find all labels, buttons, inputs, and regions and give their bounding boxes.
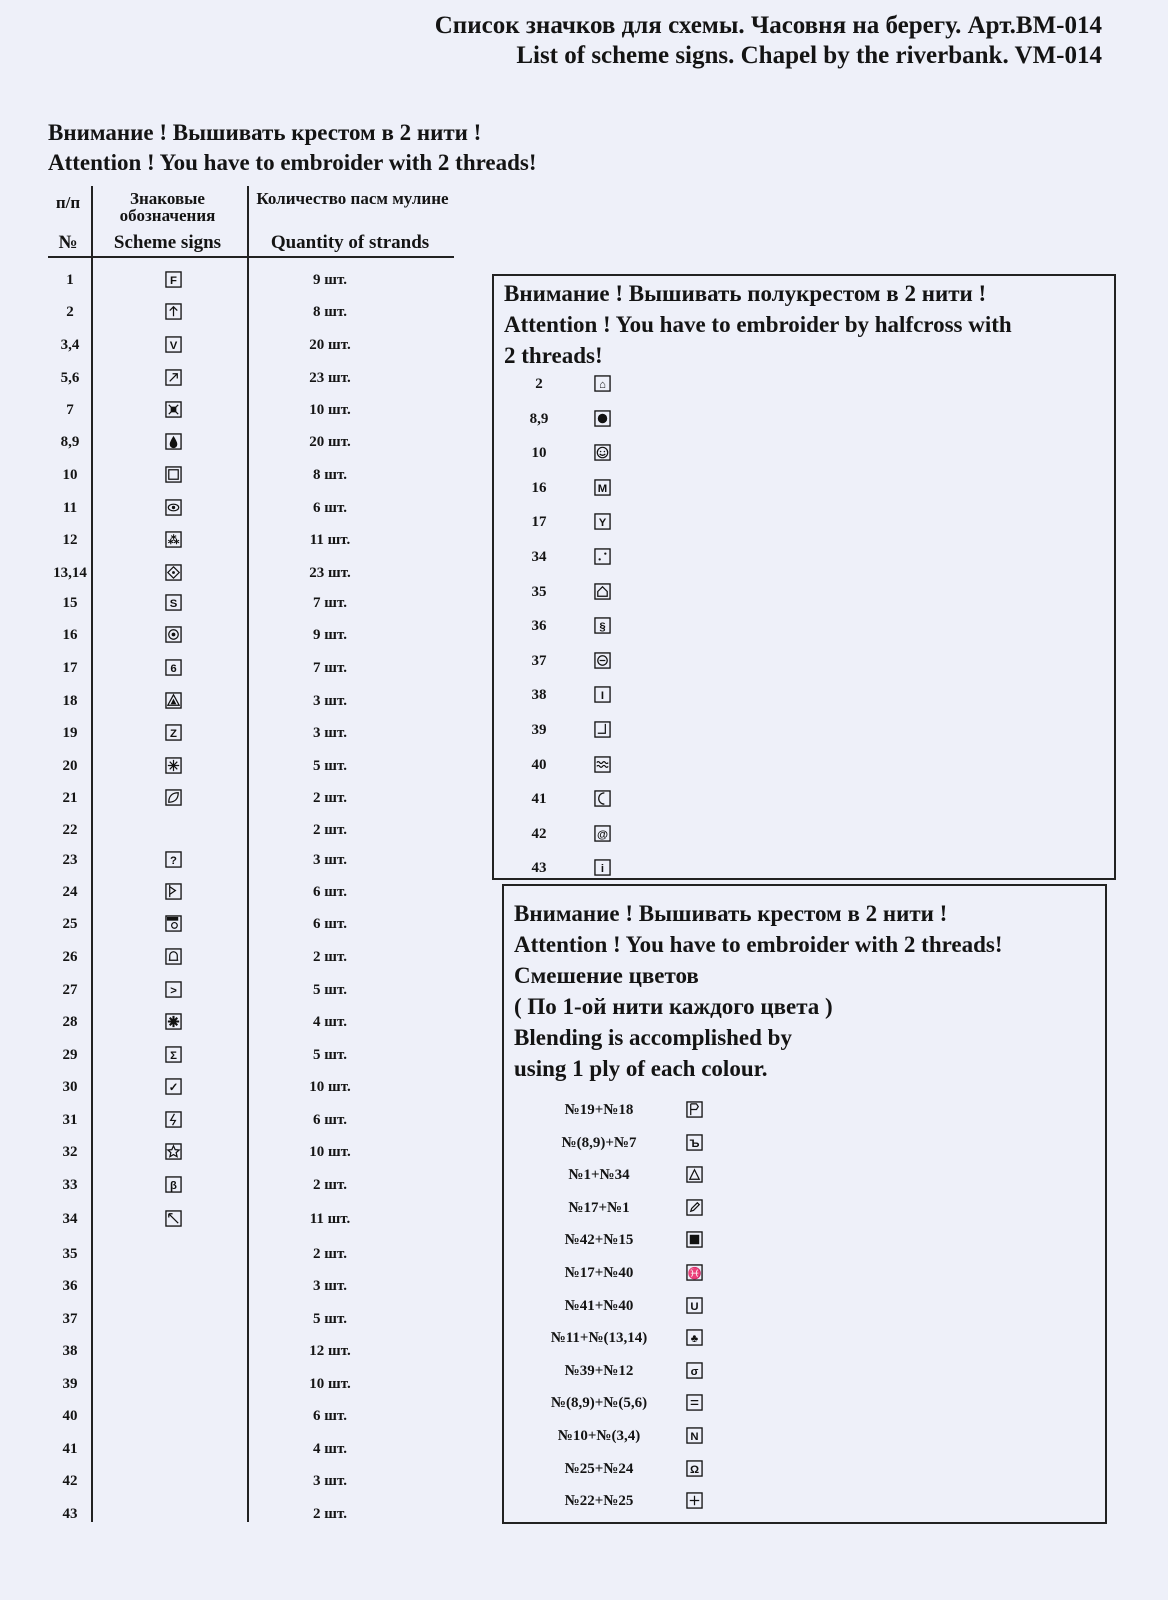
table-row [0,496,460,520]
halfcross-row [509,441,709,465]
row-number: 38 [62,1343,78,1359]
svg-text:✓: ✓ [168,1081,179,1094]
table-row [0,398,460,422]
blending-combo: №39+№12 [564,1362,634,1379]
row-quantity: 2 шт. [313,1246,347,1262]
blending-title-ru-1: Внимание ! Вышивать крестом в 2 нити ! [514,901,948,926]
row-quantity: 10 шт. [309,1079,351,1095]
attention-en: Attention ! You have to embroider with 2 threads! [48,150,537,175]
svg-text:β: β [170,1179,177,1192]
F-icon [165,271,182,288]
P-flag-icon [686,1101,703,1118]
blending-row [514,1163,734,1187]
table-row [0,528,460,552]
row-number: 11 [62,500,78,516]
row-quantity: 2 шт. [313,949,347,965]
row-number: 15 [62,595,78,611]
svg-text:Y: Y [598,517,607,530]
table-row [0,463,460,487]
row-quantity: 23 шт. [309,370,351,386]
table-row [0,366,460,390]
halfcross-title-ru: Внимание ! Вышивать полукрестом в 2 нити ! [504,281,987,306]
halfcross-row [509,683,709,707]
smile-icon [594,444,611,461]
blending-row [514,1196,734,1220]
arrow-diag-icon [165,369,182,386]
halfcross-number: 39 [531,722,547,738]
table-row [0,300,460,324]
row-quantity: 8 шт. [313,467,347,483]
col-sign-en: Scheme signs [113,232,222,253]
row-number: 10 [62,467,78,483]
svg-text:§: § [599,620,606,633]
table-row [0,848,460,872]
blending-title-ru-2: Смешение цветов [514,963,699,988]
row-number: 17 [62,660,78,676]
blending-row [514,1489,734,1513]
equals-icon [686,1394,703,1411]
row-quantity: 6 шт. [313,500,347,516]
svg-text:@: @ [596,828,609,841]
halfcross-number: 40 [531,756,547,773]
svg-text:Σ: Σ [170,1049,177,1062]
blending-combo: №11+№(13,14) [550,1330,648,1347]
blending-combo: №41+№40 [564,1297,634,1314]
halfcross-row [509,649,709,673]
table-row [0,1372,460,1396]
drop-icon [165,433,182,450]
question-icon [165,851,182,868]
row-quantity: 10 шт. [309,1144,351,1160]
table-row [0,1437,460,1461]
svg-text:♓: ♓ [687,1267,702,1280]
omega-icon [686,1460,703,1477]
halfcross-number: 10 [531,445,547,462]
row-number: 40 [62,1408,78,1424]
blending-row [514,1326,734,1350]
blending-row [514,1261,734,1285]
row-quantity: 10 шт. [309,402,351,418]
row-quantity: 5 шт. [313,1311,347,1327]
svg-text:M: M [597,482,608,495]
M-icon [594,479,611,496]
row-quantity: 7 шт. [313,595,347,611]
table-row [0,1339,460,1363]
svg-text:?: ? [170,854,177,867]
pisces-icon [686,1264,703,1281]
beta-icon [165,1176,182,1193]
row-quantity: 23 шт. [309,565,351,581]
check-icon [165,1078,182,1095]
blending-title-ru-3: ( По 1-ой нити каждого цвета ) [514,994,833,1019]
table-row [0,1140,460,1164]
table-row [0,1075,460,1099]
svg-text:>: > [170,984,177,997]
halfcross-row [509,545,709,569]
row-quantity: 11 шт. [309,532,351,548]
halfcross-number: 41 [531,791,547,808]
row-quantity: 3 шт. [313,1473,347,1489]
halfcross-number: 38 [531,687,547,704]
table-row [0,1108,460,1132]
halfcross-row [509,753,709,777]
svg-text:⁂: ⁂ [167,534,180,547]
halfcross-title-en-2: 2 threads! [504,343,603,368]
halfcross-title-en-1: Attention ! You have to embroider by halfcross with [504,312,1012,337]
row-quantity: 6 шт. [313,884,347,900]
snowflake-icon [165,1013,182,1030]
row-number: 8,9 [60,434,80,450]
dots-icon [594,548,611,565]
halfcross-number: 42 [531,825,547,842]
Y-icon [594,513,611,530]
row-quantity: 7 шт. [313,660,347,676]
at-icon [594,825,611,842]
blending-title-en-3: using 1 ply of each colour. [514,1056,768,1081]
blending-row [514,1457,734,1481]
table-row [0,591,460,615]
blending-combo: №1+№34 [568,1167,630,1184]
blending-row [514,1228,734,1252]
row-number: 22 [62,822,78,838]
halfcross-row [509,614,709,638]
svg-text:S: S [169,597,178,610]
svg-text:Z: Z [170,727,177,740]
row-number: 27 [62,982,78,998]
row-number: 34 [62,1211,78,1227]
blending-row [514,1294,734,1318]
blending-combo: №25+№24 [564,1460,634,1477]
table-row [0,880,460,904]
halfcross-number: 35 [531,583,547,600]
table-row [0,786,460,810]
blending-combo: №(8,9)+№7 [561,1134,637,1151]
row-number: 1 [66,272,74,288]
table-row [0,656,460,680]
V-icon [165,336,182,353]
row-quantity: 9 шт. [313,272,347,288]
row-number: 16 [62,627,78,643]
halfcross-row [509,718,709,742]
N-icon [686,1427,703,1444]
bolt-icon [165,1111,182,1128]
row-quantity: 20 шт. [309,434,351,450]
row-quantity: 12 шт. [309,1343,351,1359]
triangle-icon [165,692,182,709]
blending-combo: №17+№1 [568,1199,630,1216]
table-row [0,1307,460,1331]
row-number: 25 [62,916,78,932]
table-row [0,1207,460,1231]
row-number: 20 [62,758,78,774]
row-quantity: 5 шт. [313,1047,347,1063]
halfcross-row [509,407,709,431]
table-row [0,978,460,1002]
gear-icon [165,626,182,643]
table-row [0,818,460,842]
svg-text:♣: ♣ [690,1332,699,1345]
diamond-icon [165,564,182,581]
row-number: 32 [62,1144,78,1160]
six-icon [165,659,182,676]
row-number: 24 [62,884,78,900]
circle-minus-icon [594,652,611,669]
row-number: 2 [66,304,74,320]
row-number: 37 [62,1311,78,1327]
halfcross-row [509,510,709,534]
row-number: 42 [62,1473,78,1489]
halfcross-row [509,822,709,846]
row-number: 28 [62,1014,78,1030]
row-quantity: 9 шт. [313,627,347,643]
blending-row [514,1359,734,1383]
corner-circle-icon [165,915,182,932]
row-quantity: 6 шт. [313,916,347,932]
halfcross-number: 37 [531,652,547,669]
bell-icon [165,948,182,965]
I-icon [594,686,611,703]
table-row [0,268,460,292]
blending-box [502,884,1107,1524]
row-number: 30 [62,1079,78,1095]
pencil-icon [686,1199,703,1216]
row-number: 36 [62,1278,78,1294]
svg-text:N: N [690,1430,699,1443]
row-number: 21 [62,790,78,806]
delta-icon [686,1166,703,1183]
halfcross-number: 43 [531,860,547,877]
row-quantity: 5 шт. [313,982,347,998]
table-row [0,1173,460,1197]
Z-icon [165,724,182,741]
row-number: 13,14 [53,565,87,581]
row-quantity: 11 шт. [309,1211,351,1227]
row-number: 3,4 [60,337,80,353]
plus-icon [686,1492,703,1509]
blending-combo: №10+№(3,4) [557,1428,641,1444]
attention-ru: Внимание ! Вышивать крестом в 2 нити ! [48,120,482,145]
halfcross-number: 36 [531,618,547,635]
col-no: № [58,232,78,253]
svg-text:V: V [169,339,178,352]
title-en: List of scheme signs. Chapel by the riverbank. VM-014 [516,42,1102,69]
row-quantity: 6 шт. [313,1112,347,1128]
table-row [0,1274,460,1298]
arrow-up-icon [165,303,182,320]
section-icon [594,617,611,634]
table-row [0,623,460,647]
table-row [0,1242,460,1266]
blending-combo: №19+№18 [564,1102,634,1118]
halfcross-number: 34 [531,549,547,565]
leaf-icon [165,789,182,806]
table-row [0,430,460,454]
title-ru: Список значков для схемы. Часовня на берегу. Арт.ВМ-014 [434,12,1102,39]
info-icon [594,859,611,876]
club-icon [686,1329,703,1346]
row-quantity: 20 шт. [309,337,351,353]
col-no-top: п/п [55,193,81,212]
house-icon [594,583,611,600]
asterisk-icon [165,757,182,774]
row-quantity: 2 шт. [313,822,347,838]
halfcross-row [509,476,709,500]
sigma-small-icon [686,1362,703,1379]
row-quantity: 5 шт. [313,758,347,774]
svg-text:I: I [600,690,605,703]
halfcross-box [492,274,1116,880]
row-quantity: 4 шт. [313,1014,347,1030]
star-icon [165,1143,182,1160]
row-number: 33 [62,1177,78,1193]
waves-icon [594,756,611,773]
row-number: 26 [62,949,78,965]
row-number: 35 [62,1246,78,1262]
svg-text:Ъ: Ъ [689,1137,700,1150]
col-sign-ru: Знаковые обозначения [119,189,216,225]
square-in-square-icon [165,466,182,483]
table-header-rule [48,256,454,258]
flower-icon [165,531,182,548]
row-quantity: 2 шт. [313,1506,347,1522]
row-number: 31 [62,1112,78,1128]
U-icon [686,1297,703,1314]
table-row [0,1043,460,1067]
svg-text:i: i [600,863,605,876]
col-qty-en: Quantity of strands [270,232,430,253]
hard-sign-icon [686,1134,703,1151]
row-number: 18 [62,693,78,709]
x-box-icon [165,401,182,418]
blending-title-en-1: Attention ! You have to embroider with 2 threads! [514,932,1003,957]
row-number: 43 [62,1506,78,1522]
halfcross-row [509,856,709,880]
col-qty-ru: Количество пасм мулине [256,189,449,208]
row-quantity: 10 шт. [309,1376,351,1392]
row-quantity: 4 шт. [313,1441,347,1457]
flag-icon [165,883,182,900]
sigma-icon [165,1046,182,1063]
table-row [0,721,460,745]
table-row [0,1010,460,1034]
blending-row [514,1131,734,1155]
blending-title-en-2: Blending is accomplished by [514,1025,792,1050]
row-quantity: 3 шт. [313,1278,347,1294]
svg-text:⌂: ⌂ [599,378,606,391]
greater-icon [165,981,182,998]
moon-icon [594,790,611,807]
table-row [0,561,460,585]
blending-row [514,1424,734,1448]
halfcross-number: 8,9 [529,410,549,427]
svg-text:σ: σ [690,1365,699,1378]
row-number: 7 [66,402,74,418]
blending-combo: №22+№25 [564,1493,634,1510]
halfcross-number: 2 [535,376,543,392]
eye-icon [165,499,182,516]
table-row [0,333,460,357]
row-quantity: 6 шт. [313,1408,347,1424]
row-quantity: 2 шт. [313,790,347,806]
row-quantity: 3 шт. [313,725,347,741]
house-sign-icon [594,375,611,392]
blending-row [514,1391,734,1415]
svg-text:6: 6 [170,662,177,675]
row-number: 23 [62,852,78,868]
table-row [0,754,460,778]
halfcross-row [509,580,709,604]
blending-row [514,1098,734,1122]
blending-combo: №17+№40 [564,1265,634,1281]
table-row [0,1404,460,1428]
halfcross-number: 17 [531,514,547,531]
diag-line-icon [165,1210,182,1227]
svg-text:F: F [170,274,177,287]
table-row [0,912,460,936]
table-row [0,1469,460,1493]
row-quantity: 3 шт. [313,693,347,709]
row-number: 19 [62,725,78,741]
table-row [0,945,460,969]
row-quantity: 2 шт. [313,1177,347,1193]
corner-icon [594,721,611,738]
row-number: 41 [62,1441,78,1457]
table-row [0,689,460,713]
halfcross-number: 16 [531,479,547,496]
row-number: 5,6 [60,370,80,386]
filled-circle-icon [594,410,611,427]
row-quantity: 8 шт. [313,304,347,320]
halfcross-row [509,372,709,396]
row-quantity: 3 шт. [313,852,347,868]
row-number: 39 [62,1376,78,1392]
row-number: 12 [62,532,78,548]
blending-combo: №(8,9)+№(5,6) [550,1395,648,1412]
blending-combo: №42+№15 [564,1232,634,1249]
filled-square-icon [686,1231,703,1248]
halfcross-row [509,787,709,811]
row-number: 29 [62,1047,78,1063]
svg-text:Ω: Ω [689,1463,700,1476]
svg-text:U: U [690,1300,699,1313]
table-row [0,1502,460,1526]
S-icon [165,594,182,611]
